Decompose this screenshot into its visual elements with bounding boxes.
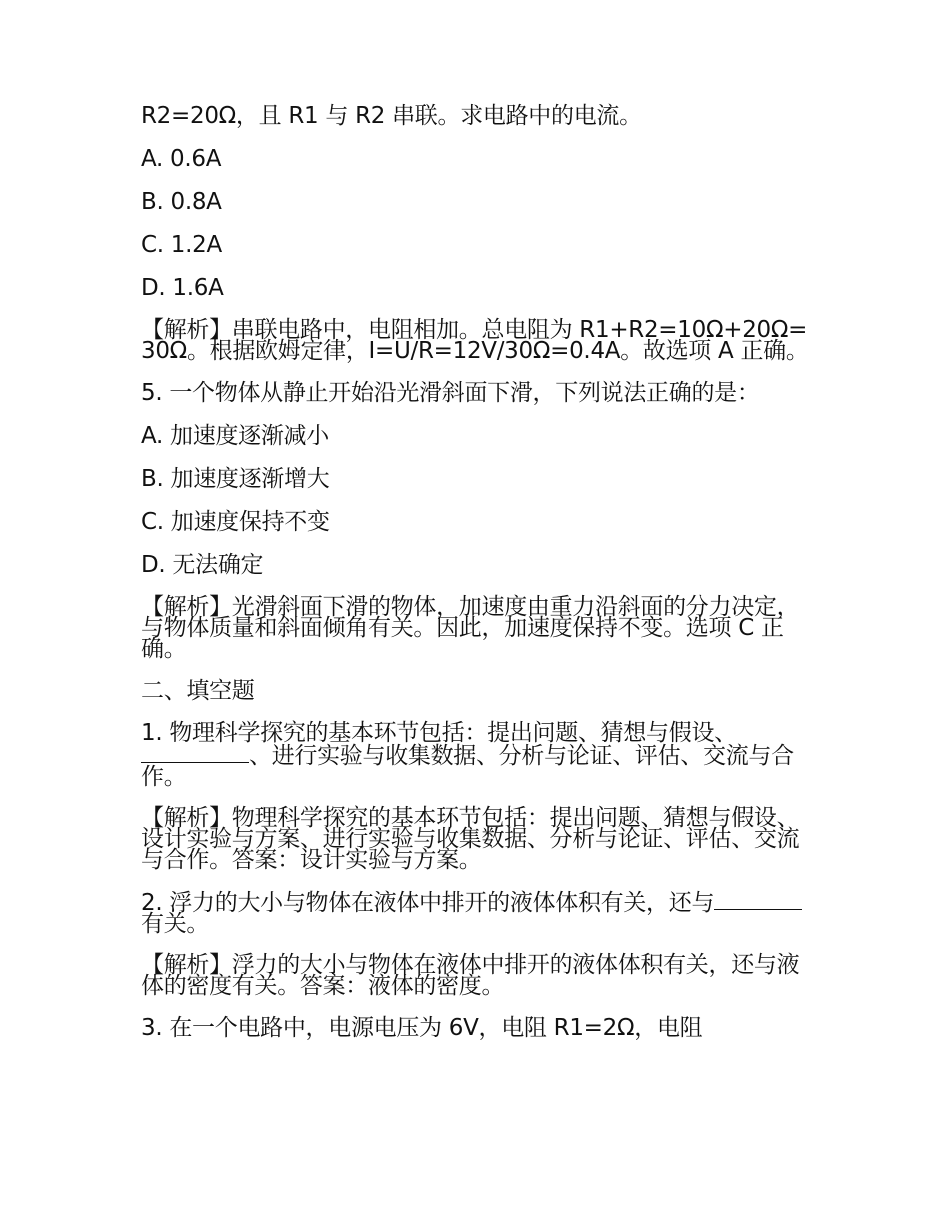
question-4-analysis: 【解析】串联电路中，电阻相加。总电阻为 R1+R2=10Ω+20Ω=30Ω。根据欧姆定律，I=U/R=12V/30Ω=0.4A。故选项 A 正确。 — [141, 317, 809, 364]
fill-question-1-before: 1. 物理科学探究的基本环节包括：提出问题、猜想与假设、 — [141, 720, 737, 746]
fill-question-1 — [141, 720, 821, 790]
question-4-option-d: D. 1.6A — [141, 275, 224, 301]
question-5-analysis: 【解析】光滑斜面下滑的物体，加速度由重力沿斜面的分力决定，与物体质量和斜面倾角有关。因此，加速度保持不变。选项 C 正确。 — [141, 594, 800, 662]
question-4-option-c: C. 1.2A — [141, 232, 222, 258]
answer-blank — [714, 891, 802, 910]
question-5-stem: 5. 一个物体从静止开始沿光滑斜面下滑，下列说法正确的是： — [141, 380, 760, 406]
question-5-option-a: A. 加速度逐渐减小 — [141, 423, 329, 449]
answer-blank — [141, 744, 249, 763]
document-body — [141, 105, 821, 1060]
question-5-option-d: D. 无法确定 — [141, 552, 264, 578]
section-title: 二、填空题 — [141, 678, 255, 704]
fill-question-2 — [141, 891, 821, 935]
fill-question-1-after: 、进行实验与收集数据、分析与论证、评估、交流与合作。 — [141, 743, 794, 790]
question-5-option-c: C. 加速度保持不变 — [141, 509, 330, 535]
fill-question-2-after: 有关。 — [141, 911, 210, 937]
question-4-option-b: B. 0.8A — [141, 189, 222, 215]
fill-question-2-before: 2. 浮力的大小与物体在液体中排开的液体体积有关，还与 — [141, 890, 715, 916]
question-4-stem-tail: R2=20Ω，且 R1 与 R2 串联。求电路中的电流。 — [141, 103, 642, 129]
fill-question-2-analysis: 【解析】浮力的大小与物体在液体中排开的液体体积有关，还与液体的密度有关。答案：液体的密度。 — [141, 952, 800, 999]
fill-question-3-stem: 3. 在一个电路中，电源电压为 6V，电阻 R1=2Ω，电阻 — [141, 1015, 703, 1041]
question-4-option-a: A. 0.6A — [141, 146, 222, 172]
question-5-option-b: B. 加速度逐渐增大 — [141, 466, 330, 492]
fill-question-1-analysis: 【解析】物理科学探究的基本环节包括：提出问题、猜想与假设、设计实验与方案、进行实验与收集数据、分析与论证、评估、交流与合作。答案：设计实验与方案。 — [141, 805, 800, 873]
